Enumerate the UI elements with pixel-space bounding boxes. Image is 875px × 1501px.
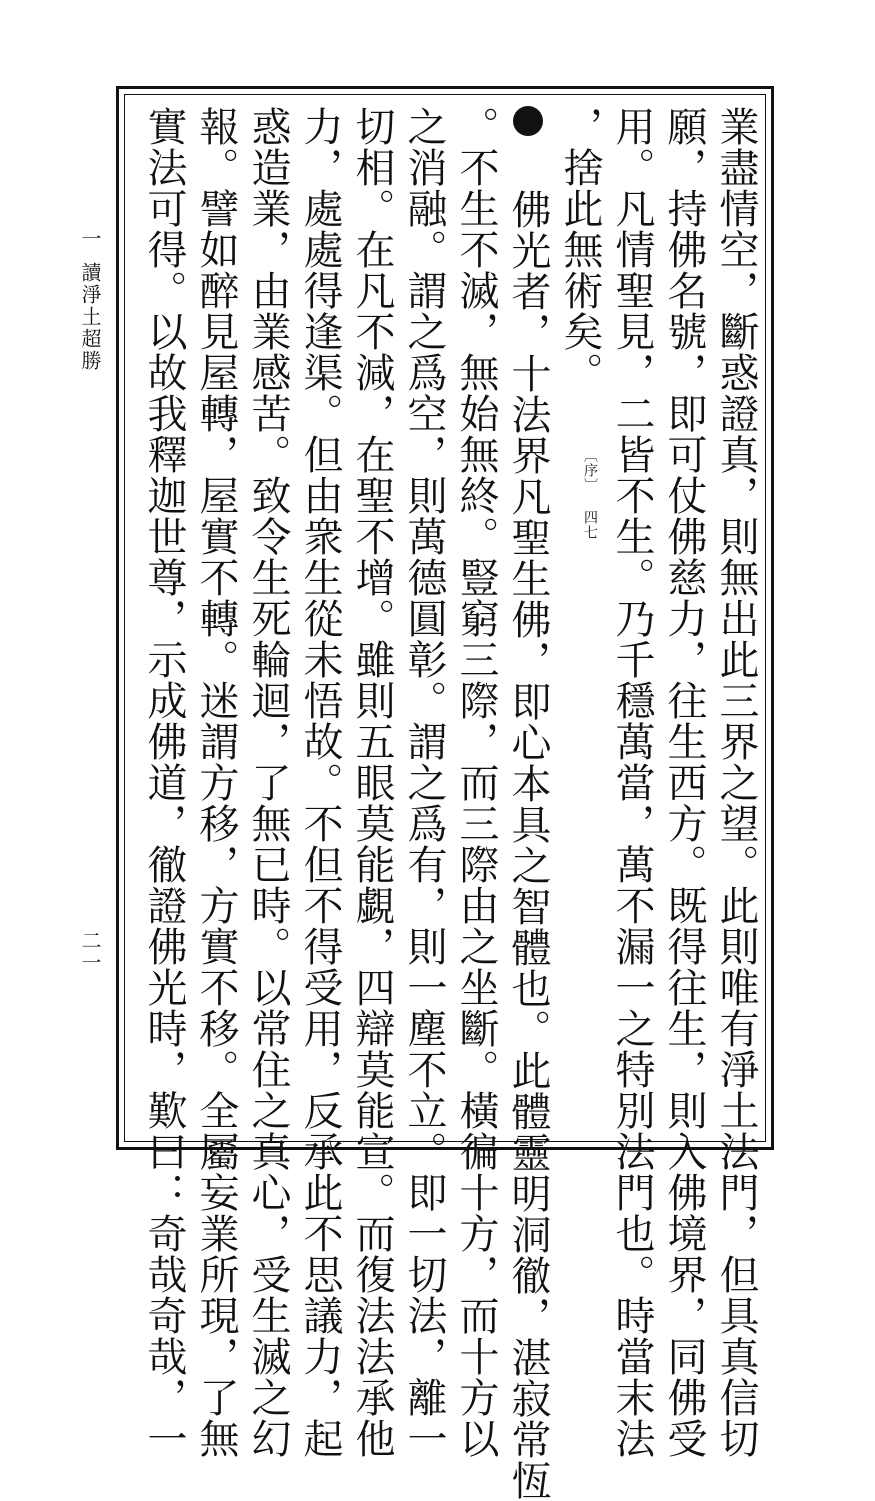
page-number: 二一 [78, 930, 102, 974]
side-mark: 一 [78, 228, 102, 250]
text-column-11: 報。譬如醉見屋轉，屋實不轉。迷謂方移，方實不移。全屬妄業所現，了無 [193, 106, 239, 1459]
text-column-8: 切相。在凡不減，在聖不增。雖則五眼莫能覷，四辯莫能宣。而復法法承他 [349, 106, 395, 1459]
text-column-7: 之消融。謂之爲空，則萬德圓彰。謂之爲有，則一塵不立。即一切法，離一 [401, 106, 447, 1459]
source-note [583, 448, 597, 540]
section-bullet-icon [513, 106, 543, 136]
text-column-9: 力，處處得逢渠。但由衆生從未悟故。不但不得受用，反承此不思議力，起 [297, 106, 343, 1459]
text-column-12: 實法可得。以故我釋迦世尊，示成佛道，徹證佛光時，歎曰：奇哉奇哉，一 [141, 106, 187, 1459]
text-column-2: 願，持佛名號，即可仗佛慈力，往生西方。既得往生，則入佛境界，同佛受 [661, 106, 707, 1459]
text-column-5 [502, 106, 554, 1501]
text-column-6: 。不生不滅，無始無終。豎窮三際，而三際由之坐斷。橫徧十方，而十方以 [453, 106, 499, 1459]
source-note-label: 〔序〕 [582, 448, 598, 493]
source-note-number: 四七 [582, 510, 598, 540]
text-column-3: 用。凡情聖見，二皆不生。乃千穩萬當，萬不漏一之特別法門也。時當末法 [609, 106, 655, 1459]
book-title: 讀淨土超勝 [78, 262, 102, 372]
column-5-text: 佛光者，十法界凡聖生佛，即心本具之智體也。此體靈明洞徹，湛寂常恆 [505, 189, 551, 1501]
text-column-1: 業盡情空，斷惑證真，則無出此三界之望。此則唯有淨土法門，但具真信切 [713, 106, 759, 1459]
column-4-text: ，捨此無術矣。 [557, 106, 603, 393]
text-column-4 [554, 106, 606, 1136]
text-column-10: 惑造業，由業感苦。致令生死輪迴，了無已時。以常住之真心，受生滅之幻 [245, 106, 291, 1459]
